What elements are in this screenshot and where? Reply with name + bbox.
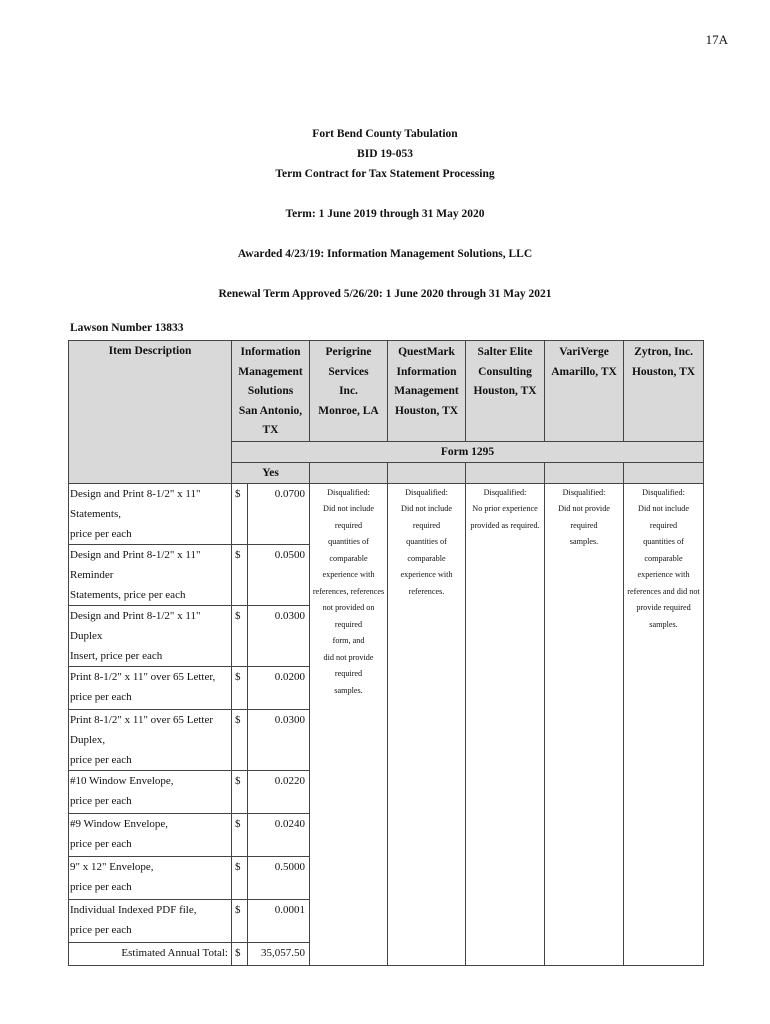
disqualification-note-perigrine: Disqualified: Did not include required quantities of comparable experience with references, references not provided on required form, and did not provide required samples. (310, 483, 388, 965)
vendor-name-line: Zytron, Inc. (634, 346, 693, 358)
header-contract-name: Term Contract for Tax Statement Processing (275, 168, 495, 180)
item-description: Print 8-1/2" x 11" over 65 Letter, price per each (69, 666, 232, 709)
vendor-location: San Antonio, TX (238, 404, 303, 436)
vendor-name-line: Management (394, 385, 459, 397)
vendor-header-ims (232, 341, 310, 442)
vendor-location: Houston, TX (394, 404, 459, 417)
vendor-name-line: VariVerge (559, 346, 609, 358)
total-value: 35,057.50 (248, 942, 310, 965)
page-number: 17A (705, 32, 728, 47)
form-1295-blank (310, 462, 388, 483)
disqualification-note-questmark: Disqualified: Did not include required quantities of comparable experience with references. (388, 483, 466, 965)
disqualification-note-zytron: Disqualified: Did not include required quantities of comparable experience with references and did not provide required samples. (624, 483, 704, 965)
vendor-header-salter (466, 341, 545, 442)
header-term: Term: 1 June 2019 through 31 May 2020 (285, 208, 485, 220)
form-1295-yes: Yes (232, 462, 310, 483)
item-description: Print 8-1/2" x 11" over 65 Letter Duplex, price per each (69, 709, 232, 770)
currency-symbol: $ (232, 856, 248, 899)
currency-symbol: $ (232, 605, 248, 666)
vendor-name-line: Consulting (478, 365, 532, 378)
header-awarded: Awarded 4/23/19: Information Management Solutions, LLC (237, 248, 533, 260)
tabulation-table (68, 340, 704, 966)
header-renewal: Renewal Term Approved 5/26/20: 1 June 2020 through 31 May 2021 (218, 288, 552, 300)
unit-price: 0.0300 (248, 709, 310, 770)
vendor-location: Houston, TX (473, 385, 537, 397)
vendor-location: Monroe, LA (318, 404, 379, 417)
item-description: #10 Window Envelope, price per each (69, 770, 232, 813)
vendor-header-perigrine (310, 341, 388, 442)
currency-symbol: $ (232, 544, 248, 605)
currency-symbol: $ (232, 770, 248, 813)
lawson-number: Lawson Number 13833 (70, 322, 184, 334)
vendor-name-line: Information (396, 365, 457, 378)
item-description: Design and Print 8-1/2" x 11" Reminder Statements, price per each (69, 544, 232, 605)
currency-symbol: $ (232, 813, 248, 856)
unit-price: 0.0300 (248, 605, 310, 666)
vendor-header-questmark (388, 341, 466, 442)
item-description: Individual Indexed PDF file, price per each (69, 899, 232, 942)
form-1295-blank (388, 462, 466, 483)
document-header (0, 124, 770, 304)
vendor-header-variverge (545, 341, 624, 442)
disqualification-note-salter: Disqualified: No prior experience provided as required. (466, 483, 545, 965)
total-currency-symbol: $ (232, 942, 248, 965)
unit-price: 0.5000 (248, 856, 310, 899)
vendor-name-line: Solutions (247, 385, 294, 397)
header-title: Fort Bend County Tabulation (312, 128, 458, 140)
vendor-name-line: Perigrine Services (325, 346, 372, 378)
item-description: Design and Print 8-1/2" x 11" Statements, price per each (69, 483, 232, 544)
header-bid-number: BID 19-053 (357, 148, 413, 160)
unit-price: 0.0700 (248, 483, 310, 544)
vendor-location: Houston, TX (631, 365, 696, 378)
currency-symbol: $ (232, 899, 248, 942)
vendor-header-row (69, 341, 704, 442)
unit-price: 0.0500 (248, 544, 310, 605)
table-row (69, 483, 704, 544)
unit-price: 0.0240 (248, 813, 310, 856)
form-1295-blank (545, 462, 624, 483)
vendor-location: Amarillo, TX (551, 365, 617, 378)
vendor-name-line: Management (238, 365, 303, 378)
vendor-name-line: Information (240, 346, 301, 358)
unit-price: 0.0220 (248, 770, 310, 813)
form-1295-blank (624, 462, 704, 483)
currency-symbol: $ (232, 483, 248, 544)
unit-price: 0.0200 (248, 666, 310, 709)
item-description: #9 Window Envelope, price per each (69, 813, 232, 856)
item-description-header: Item Description (69, 341, 232, 484)
vendor-name-line: Salter Elite (477, 346, 533, 358)
form-1295-blank (466, 462, 545, 483)
vendor-name-line: Inc. (339, 385, 358, 397)
disqualification-note-variverge: Disqualified: Did not provide required samples. (545, 483, 624, 965)
item-description: Design and Print 8-1/2" x 11" Duplex Insert, price per each (69, 605, 232, 666)
vendor-name-line: QuestMark (398, 346, 455, 358)
currency-symbol: $ (232, 666, 248, 709)
item-description: 9" x 12" Envelope, price per each (69, 856, 232, 899)
form-1295-label: Form 1295 (232, 441, 704, 462)
unit-price: 0.0001 (248, 899, 310, 942)
total-label: Estimated Annual Total: (69, 942, 232, 965)
currency-symbol: $ (232, 709, 248, 770)
vendor-header-zytron (624, 341, 704, 442)
